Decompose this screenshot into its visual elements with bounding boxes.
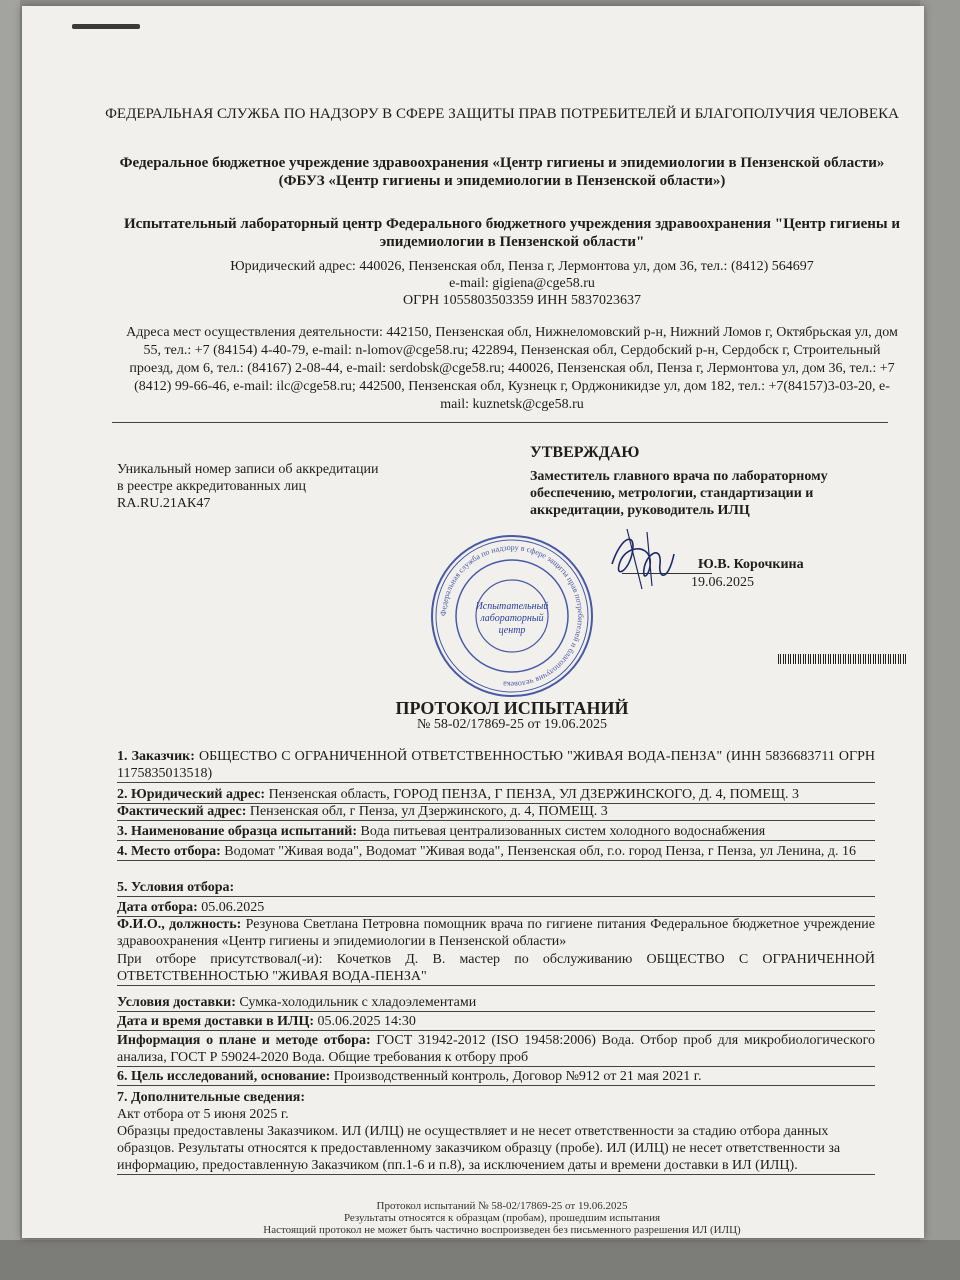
field-value: Вода питьевая централизованных систем холодного водоснабжения (360, 824, 766, 839)
field-sampling-date (117, 899, 875, 917)
header-divider (112, 422, 888, 423)
lab-center-name: Испытательный лабораторный центр Федерального бюджетного учреждения здравоохранения "Центр гигиены и эпидемиологии в Пензенской области" (123, 216, 901, 250)
signature-icon (602, 524, 682, 594)
field-value: Водомат "Живая вода", Водомат "Живая вода", Пензенская обл, г.о. город Пенза, г Пенза, ул Ленина, д. 16 (224, 844, 857, 859)
field-delivery-time (117, 1013, 875, 1031)
legal-address-line: Юридический адрес: 440026, Пензенская обл, Пенза г, Лермонтова ул, дом 36, тел.: (8412) 564697 (230, 259, 814, 274)
accreditation-number: RA.RU.21АК47 (117, 496, 211, 511)
field-value: Производственный контроль, Договор №912 от 21 мая 2021 г. (333, 1069, 702, 1084)
field-purpose (117, 1068, 875, 1086)
ogrn-line: ОГРН 1055803503359 ИНН 5837023637 (403, 293, 641, 308)
stamp-center-line-2: лабораторный (480, 613, 544, 624)
background-bottom (0, 1240, 960, 1280)
field-act: Акт отбора от 5 июня 2025 г. (117, 1107, 289, 1122)
field-label: 1. Заказчик: (117, 749, 195, 764)
field-label: 6. Цель исследований, основание: (117, 1069, 331, 1084)
field-sampling-method (117, 1032, 875, 1067)
field-label: 7. Дополнительные сведения: (117, 1090, 306, 1105)
field-customer (117, 748, 875, 783)
field-label: Условия доставки: (117, 995, 236, 1010)
field-label: Информация о плане и методе отбора: (117, 1033, 371, 1048)
field-label: Дата и время доставки в ИЛЦ: (117, 1014, 315, 1029)
approval-title: УТВЕРЖДАЮ (530, 444, 640, 461)
field-legal-address (117, 786, 875, 804)
accreditation-line-1: Уникальный номер записи об аккредитации (117, 462, 379, 477)
field-label: 4. Место отбора: (117, 844, 221, 859)
approval-date: 19.06.2025 (691, 575, 754, 590)
agency-title: ФЕДЕРАЛЬНАЯ СЛУЖБА ПО НАДЗОРУ В СФЕРЕ ЗАЩИТЫ ПРАВ ПОТРЕБИТЕЛЕЙ И БЛАГОПОЛУЧИЯ ЧЕЛОВЕКА (105, 106, 899, 122)
page-footer (222, 1200, 782, 1236)
stamp-outer-text: Федеральная служба по надзору в сфере защиты прав потребителей и благополучия человека (438, 542, 586, 690)
field-label: Фактический адрес: (117, 804, 247, 819)
field-value: Сумка-холодильник с хладоэлементами (239, 995, 477, 1010)
footer-line-2: Результаты относятся к образцам (пробам), прошедшим испытания (343, 1212, 661, 1224)
email-line: e-mail: gigiena@cge58.ru (449, 276, 595, 291)
field-value: При отборе присутствовал(-и): Кочетков Д. В. мастер по обслуживанию ОБЩЕСТВО С ОГРАНИЧЕННОЙ ОТВЕТСТВЕННОСТЬЮ "ЖИВАЯ ВОДА-ПЕНЗА" (117, 952, 875, 984)
protocol-number: № 58-02/17869-25 от 19.06.2025 (416, 717, 607, 732)
field-sampling-conditions (117, 879, 875, 897)
institution-line-1: Федеральное бюджетное учреждение здравоохранения «Центр гигиены и эпидемиологии в Пензенской области» (119, 155, 885, 171)
footer-line-1: Протокол испытаний № 58-02/17869-25 от 19.06.2025 (376, 1200, 628, 1212)
field-value: Пензенская обл, г Пенза, ул Дзержинского, д. 4, ПОМЕЩ. 3 (249, 804, 608, 819)
field-label: Дата отбора: (117, 900, 198, 915)
field-value: 05.06.2025 14:30 (317, 1014, 416, 1029)
background-left (0, 0, 20, 1280)
field-label: 2. Юридический адрес: (117, 787, 266, 802)
round-stamp-icon (427, 531, 597, 701)
barcode (778, 654, 908, 664)
field-value: Пензенская область, ГОРОД ПЕНЗА, Г ПЕНЗА, УЛ ДЗЕРЖИНСКОГО, Д. 4, ПОМЕЩ. 3 (268, 787, 799, 802)
field-value: 05.06.2025 (201, 900, 265, 915)
field-label: 5. Условия отбора: (117, 880, 235, 895)
approver-name: Ю.В. Корочкина (698, 557, 804, 572)
field-label: Ф.И.О., должность: (117, 917, 242, 932)
field-present (117, 951, 875, 986)
field-value: Резунова Светлана Петровна помощник врача по гигиене питания Федеральное бюджетное учреждение здравоохранения «Центр гигиены и эпидемиологии в Пензенской области» (117, 917, 876, 949)
institution-name (112, 154, 892, 190)
field-value: ГОСТ 31942-2012 (ISO 19458:2006) Вода. Отбор проб для микробиологического анализа, ГОСТ Р 59024-2020 Вода. Общие требования к отбору проб (117, 1033, 875, 1065)
field-additional-info (117, 1089, 875, 1175)
accreditation-line-2: в реестре аккредитованных лиц (117, 479, 306, 494)
stamp-center-line-1: Испытательный (475, 601, 549, 612)
field-sample-name (117, 823, 875, 841)
field-actual-address (117, 803, 875, 821)
legal-address (142, 258, 902, 309)
field-person (117, 916, 875, 950)
field-value: ОБЩЕСТВО С ОГРАНИЧЕННОЙ ОТВЕТСТВЕННОСТЬЮ "ЖИВАЯ ВОДА-ПЕНЗА" (ИНН 5836683711 ОГРН 1175835013518) (117, 749, 876, 781)
field-label: 3. Наименование образца испытаний: (117, 824, 357, 839)
field-delivery-conditions (117, 994, 875, 1012)
stamp-center-line-3: центр (498, 625, 526, 636)
accreditation-block (117, 461, 447, 512)
field-value: Образцы предоставлены Заказчиком. ИЛ (ИЛЦ) не осуществляет и не несет ответственности за стадию отбора данных образцов. Результаты относятся к предоставленному заказчиком образцу (пробе). ИЛ (ИЛЦ) не несет ответственности за информацию, предоставленную Заказчиком (пп.1-6 и п.8), за исключением даты и времени доставки в ИЛ (ИЛЦ). (117, 1124, 841, 1173)
staple (72, 24, 140, 29)
protocol-title: ПРОТОКОЛ ИСПЫТАНИЙ (395, 698, 629, 718)
footer-line-3: Настоящий протокол не может быть частично воспроизведен без письменного разрешения ИЛ (ИЛЦ) (263, 1224, 741, 1236)
field-sampling-place (117, 843, 875, 861)
approval-role: Заместитель главного врача по лабораторному обеспечению, метрологии, стандартизации и аккредитации, руководитель ИЛЦ (530, 469, 828, 518)
document-page (22, 6, 924, 1238)
background-right (920, 0, 960, 1280)
activity-addresses: Адреса мест осуществления деятельности: 442150, Пензенская обл, Нижнеломовский р-н, Нижний Ломов г, Октябрьская ул, дом 55, тел.: +7 (84154) 4-40-79, e-mail: n-lomov@cge58.ru; 422894, Пензенская обл, Сердобский р-н, Сердобск г, Строительный проезд, дом 6, тел.: (84167) 2-08-44, e-mail: serdobsk@cge58.ru; 440026, Пензенская обл, Пенза г, Лермонтова ул, дом 36, тел.: +7 (8412) 99-66-46, e-mail: ilc@cge58.ru; 442500, Пензенская обл, Кузнецк г, Орджоникидзе ул, дом 182, тел.: +7(84157)3-03-20, e-mail: kuznetsk@cge58.ru (126, 325, 898, 412)
institution-line-2: (ФБУЗ «Центр гигиены и эпидемиологии в Пензенской области») (278, 173, 726, 189)
